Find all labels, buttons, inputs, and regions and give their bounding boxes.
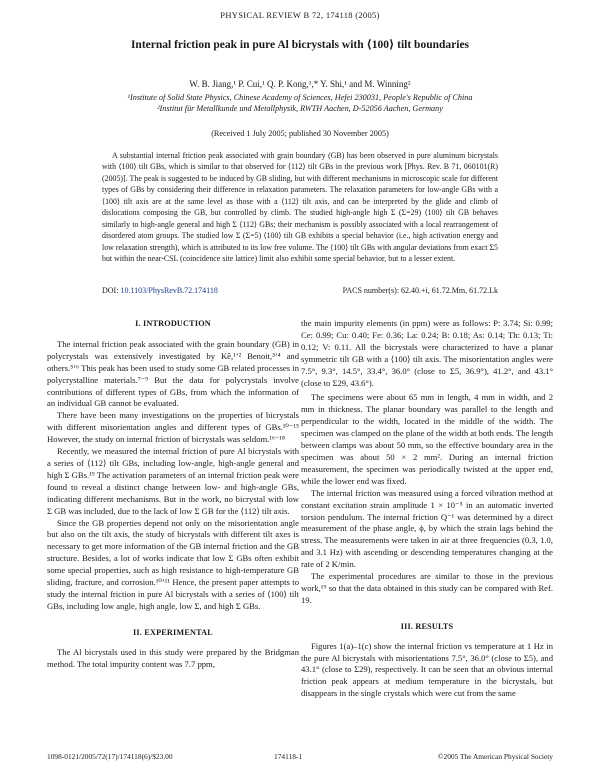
doi <box>102 286 218 295</box>
paragraph: the main impurity elements (in ppm) were as follows: P: 3.74; Si: 0.99; Ce: 0.99; Cu: 0.40; Fe: 0.36; La: 0.24; B: 0.18; As: 0.14; Th: 0.13; Ti: 0.12; V: 0.11. All the bicrystals were characterized to have a planar symmetric tilt GB with a ⟨100⟩ tilt axis. The misorientation angles were 7.5°, 9.3°, 14.5°, 33.4°, 36.0° (close to Σ5, 36.9°), 41.2°, and 43.1° (close to Σ29, 43.6°). <box>301 318 553 388</box>
paper-title: Internal friction peak in pure Al bicrystals with ⟨100⟩ tilt boundaries <box>130 39 470 51</box>
section-heading-introduction: I. INTRODUCTION <box>135 319 211 328</box>
paragraph: Figures 1(a)–1(c) show the internal friction vs temperature at 1 Hz in the pure Al bicrystals with misorientations 7.5°, 36.0° (close to Σ5), and 43.1° (close to Σ29), respectively. It can be seen that an obvious internal friction peak appears at medium temperature in the bicrystals, but disappears in the single crystals which were cut from the same <box>301 640 553 699</box>
footer-page-number: 174118-1 <box>274 752 303 761</box>
running-head: PHYSICAL REVIEW B 72, 174118 (2005) <box>220 10 380 20</box>
affiliation-1: ¹Institute of Solid State Physics, Chinese Academy of Sciences, Hefei 230031, People's Republic of China <box>127 93 473 102</box>
paragraph: Recently, we measured the internal friction of pure Al bicrystals with a series of ⟨112⟩ tilt GBs, including low-angle, high-angle general and high Σ GBs.¹⁹ The activation parameters of an internal friction peak were found to reveal a distinct change between low- and high-angle GBs, indicating different mechanisms. But in the work, no bicrystal with low Σ GB was included, due to the lack of low Σ GB for the ⟨112⟩ tilt axis. <box>47 446 299 516</box>
paragraph: There have been many investigations on the properties of bicrystals with different misorientation angles and different types of GBs.¹⁰⁻¹⁵ However, the study on internal friction of bicrystals was seldom.¹⁶⁻¹⁸ <box>47 410 299 445</box>
author-list: W. B. Jiang,¹ P. Cui,¹ Q. P. Kong,¹,* Y. Shi,¹ and M. Winning² <box>189 79 411 89</box>
paragraph: The Al bicrystals used in this study were prepared by the Bridgman method. The total impurity content was 7.7 ppm, <box>47 646 299 669</box>
paragraph: The internal friction peak associated with the grain boundary (GB) in polycrystals was extensively investigated by Kê,¹ʼ² Benoit,³ʼ⁴ and others.⁵ʼ⁶ This peak has been used to study some GB related processes in polycrystalline materials.⁷⁻⁹ But the data for polycrystals involve contributions of different types of GBs, from which the information of an individual GB cannot be evaluated. <box>47 338 299 409</box>
doi-link[interactable]: 10.1103/PhysRevB.72.174118 <box>120 286 218 295</box>
footer-issn: 1098-0121/2005/72(17)/174118(6)/$23.00 <box>47 752 173 761</box>
abstract: A substantial internal friction peak associated with grain boundary (GB) has been observed in pure aluminum bicrystals with ⟨100⟩ tilt GBs, which is similar to that observed for ⟨112⟩ tilt GBs in the previous work [Phys. Rev. B 71, 060101(R) (2005)]. The peak is suggested to be induced by GB sliding, but with different mechanisms in microscopic scale for different types of GBs by considering their difference in relaxation parameters. The relaxation parameters for low-angle GBs with a ⟨100⟩ tilt axis are at the same level as those with a ⟨112⟩ tilt axis, and can be interpreted by the glide and climb of dislocations composing the GB, but controlled by climb. The studied high-angle high Σ (Σ=29) ⟨100⟩ tilt GB behaves similarly to high-angle general and high Σ ⟨112⟩ GBs; their mechanism is possibly associated with a local rearrangement of disordered atom groups. The studied low Σ (Σ=5) ⟨100⟩ tilt GB exhibits a special behavior (i.e., high activation energy and low relaxation strength), which is attributed to its low free volume. The ⟨100⟩ tilt GBs with angular deviations from exact Σ5 but within the near-CSL (coincidence site lattice) limit also exhibit some special behavior, but to a lesser extent. <box>102 151 498 264</box>
affiliation-2: ²Institut für Metallkunde und Metallphysik, RWTH Aachen, D-52056 Aachen, Germany <box>157 104 443 113</box>
paragraph: The specimens were about 65 mm in length, 4 mm in width, and 2 mm in thickness. The planar boundary was parallel to the length and perpendicular to the width, located in the middle of the width. The specimen was clamped on the plane of the width at both ends. The length between clamps was about 50 mm, so the effective boundary area in the specimen was about 50 × 2 mm². During an internal friction measurement, the specimen was periodically twisted at the upper end, while the lower end was fixed. <box>301 392 553 486</box>
pacs-numbers: PACS number(s): 62.40.+i, 61.72.Mm, 61.72.Lk <box>342 286 498 295</box>
section-heading-results: III. RESULTS <box>400 621 454 631</box>
paragraph: The internal friction was measured using a forced vibration method at constant excitation strain amplitude 1 × 10⁻⁵ in an automatic inverted torsion pendulum. The internal friction Q⁻¹ was determined by a direct measurement of the phase angle, ϕ, by which the strain lags behind the stress. The measurements were taken in air at three frequencies (0.3, 1.0, and 3.1 Hz) with ascending or descending temperatures changing at the rate of 2 K/min. <box>301 487 553 570</box>
right-column <box>301 318 553 700</box>
received-dates: (Received 1 July 2005; published 30 November 2005) <box>211 129 389 138</box>
left-column <box>47 318 299 670</box>
section-heading-experimental: II. EXPERIMENTAL <box>133 627 213 637</box>
paragraph: Since the GB properties depend not only on the misorientation angle but also on the tilt axis, the study of bicrystals with different tilt axes is necessary to get more information of the GB internal friction and the GB structure. Besides, a lot of works indicate that low Σ GBs often exhibit some special properties, such as high resistance to high-temperature GB sliding, fracture, and corrosion.¹⁰ʼ¹¹ Hence, the present paper attempts to study the internal friction in pure Al bicrystals with a series of ⟨100⟩ tilt GBs, including low angle, high angle, low Σ, and high Σ GBs. <box>47 517 299 611</box>
paragraph: The experimental procedures are similar to those in the previous work,¹⁹ so that the data obtained in this study can be compared with Ref. 19. <box>301 571 553 605</box>
footer-copyright: ©2005 The American Physical Society <box>437 752 553 761</box>
doi-label: DOI: <box>102 286 119 295</box>
